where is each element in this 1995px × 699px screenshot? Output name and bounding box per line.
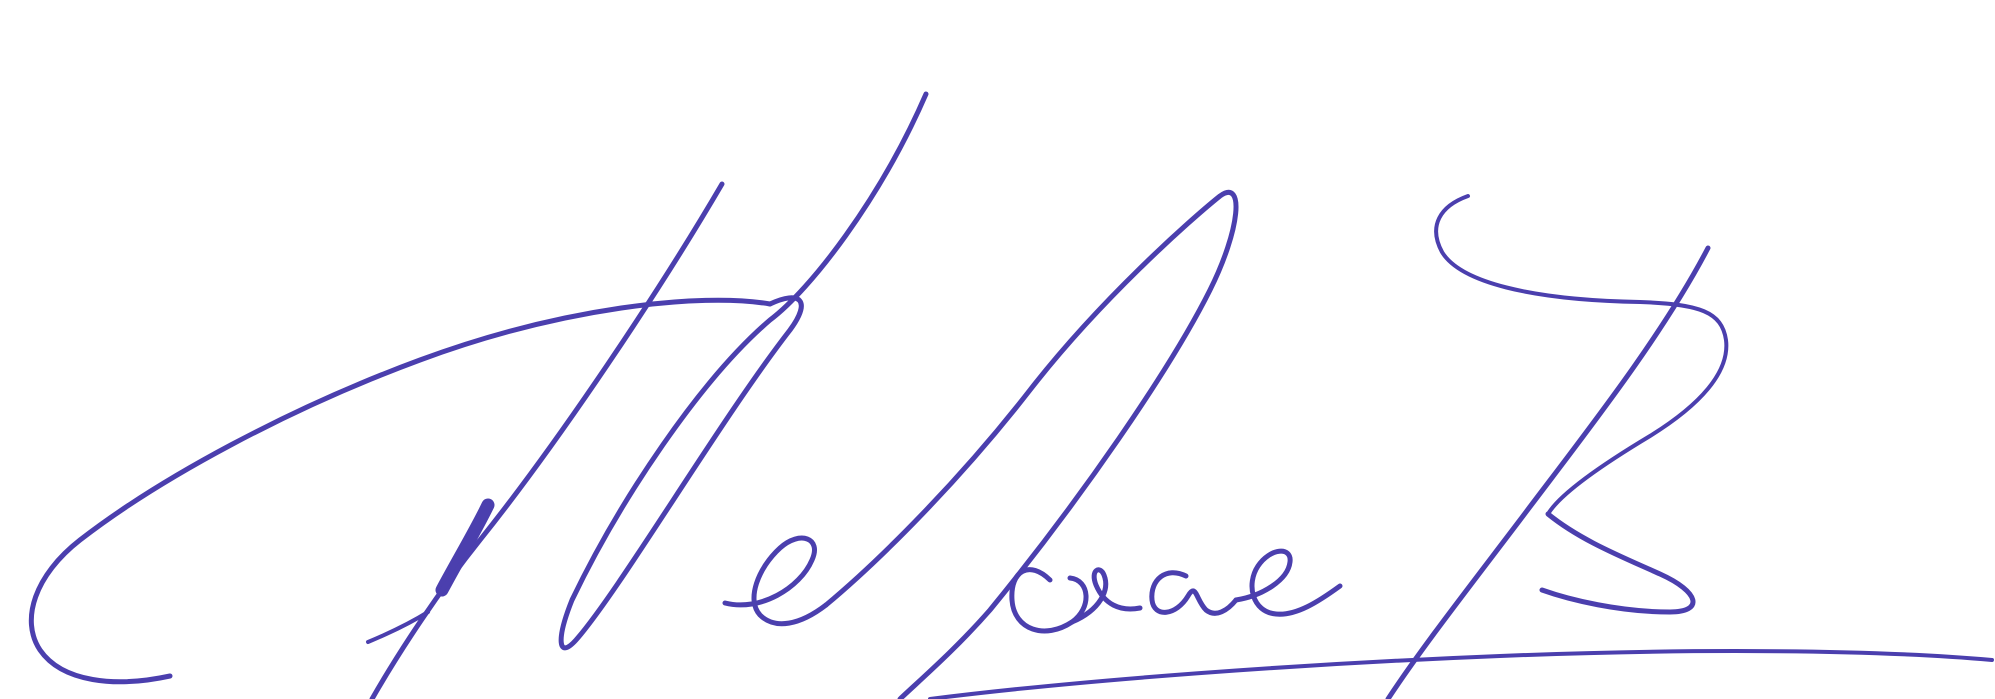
signature-stroke-h-left (372, 184, 722, 699)
signature-stroke-underline (930, 651, 1992, 699)
signature-ink-strokes (31, 94, 1992, 699)
signature-stroke-letter-e (725, 538, 826, 624)
signature-stroke-final-leg (1542, 514, 1693, 612)
signature-stroke-letter-s (1072, 570, 1140, 622)
signature-stroke-entry-loop (31, 300, 770, 682)
signature-stroke-tall-loop (826, 192, 1236, 699)
signature-stroke-letter-e2 (1236, 551, 1340, 614)
signature-stroke-top-hook (1436, 196, 1726, 514)
signature-stroke-final-diagonal (1388, 248, 1708, 699)
signature-stroke-letter-a (1152, 573, 1236, 614)
